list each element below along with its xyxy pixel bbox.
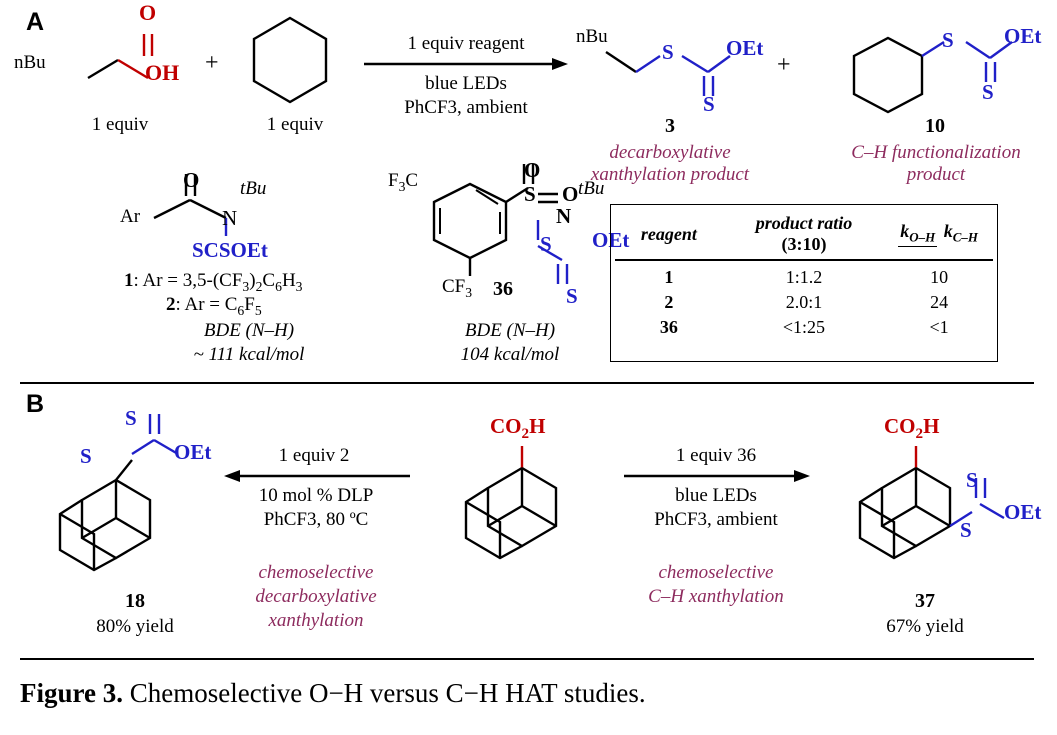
ar-label-reagent: Ar <box>120 206 141 227</box>
figure-caption-text: Chemoselective O−H versus C−H HAT studies. <box>129 678 646 708</box>
right-caption-2: C–H xanthylation <box>648 586 784 607</box>
s-label-p3-2: S <box>703 92 715 116</box>
s-label-p3-1: S <box>662 40 674 64</box>
s-label-18-left: S <box>80 444 92 468</box>
table-cell-k: 24 <box>930 291 949 312</box>
table-cell-reagent: 1 <box>664 266 674 287</box>
product-37-yield: 67% yield <box>886 616 964 637</box>
table-row <box>611 290 997 315</box>
product-37-number: 37 <box>915 590 935 612</box>
right-conditions-line-3: PhCF3, ambient <box>654 509 778 530</box>
left-conditions-line-1: 1 equiv 2 <box>278 445 350 466</box>
reagent-1-definition: 1: $Ar = 3,5-(CF_3)_2C_6H_3$ <box>124 270 303 294</box>
s-label-p10-1: S <box>942 28 954 52</box>
bde-title-right: BDE (N–H) <box>464 320 556 341</box>
panel-a-letter: A <box>26 8 45 36</box>
s-label-r36-2: S <box>566 284 578 308</box>
plus-sign-1: + <box>205 50 219 76</box>
table-divider-row <box>611 257 997 265</box>
sulfonyl-o-top: O <box>524 158 541 182</box>
product-3-caption-2: xanthylation product <box>590 164 750 185</box>
tbu-label-reagent: tBu <box>240 178 267 199</box>
product-18-yield: 80% yield <box>96 616 174 637</box>
right-conditions-line-1: 1 equiv 36 <box>675 445 757 466</box>
co2h-label-37: $CO_2H$ <box>884 414 940 443</box>
product-3-number: 3 <box>665 115 675 137</box>
oet-label-18: OEt <box>174 440 212 464</box>
table-cell-ratio: 2.0:1 <box>785 291 823 312</box>
table-header-row <box>611 211 997 257</box>
table-header-ratio-line1: product ratio <box>755 213 853 233</box>
cf3-bottom-label: $CF_3$ <box>442 276 473 300</box>
product-3-caption-1: decarboxylative <box>609 142 731 163</box>
panel-b-letter: B <box>26 390 45 418</box>
right-caption-1: chemoselective <box>658 562 774 583</box>
table-header-reagent: reagent <box>640 223 697 244</box>
table-row <box>611 265 997 290</box>
table-cell-reagent: 36 <box>659 316 678 337</box>
oet-label-r36: OEt <box>592 228 630 252</box>
left-caption-3: xanthylation <box>268 610 364 631</box>
bde-title-left: BDE (N–H) <box>203 320 295 341</box>
left-conditions-line-3: PhCF3, 80 ºC <box>263 509 369 530</box>
carbonyl-o-reagent: O <box>183 168 200 192</box>
results-table <box>611 211 997 340</box>
figure-caption <box>20 678 1034 709</box>
tbu-label-reagent36: tBu <box>578 178 605 199</box>
nbu-label-product: nBu <box>576 26 608 47</box>
table-header-ratio-line2: (3:10) <box>781 234 827 254</box>
s-label-p10-2: S <box>982 80 994 104</box>
nbu-label-reactant: nBu <box>14 52 46 73</box>
table-row <box>611 315 997 340</box>
product-10-number-value: 10 <box>925 115 945 137</box>
table-cell-ratio: <1:25 <box>782 316 826 337</box>
bde-value-right: 104 kcal/mol <box>460 344 560 365</box>
product-10-caption-2: product <box>906 164 966 185</box>
bde-value-left: ~ 111 kcal/mol <box>193 344 305 365</box>
right-conditions-line-2: blue LEDs <box>675 485 757 506</box>
left-caption-1: chemoselective <box>258 562 374 583</box>
table-header-ratio <box>727 211 881 257</box>
substrate2-equiv: 1 equiv <box>266 114 324 135</box>
table-cell-reagent: 2 <box>664 291 674 312</box>
s-label-r36-1: S <box>540 232 552 256</box>
table-cell-k: 10 <box>930 266 949 287</box>
structure-product-18 <box>46 404 236 594</box>
scsoet-label: SCSOEt <box>192 238 268 262</box>
co2h-label-center: $CO_2H$ <box>490 414 546 443</box>
left-conditions-line-2: 10 mol % DLP <box>258 485 374 506</box>
structure-cyclohexane <box>246 12 346 112</box>
oet-label-p10: OEt <box>1004 24 1042 48</box>
oet-label-p3: OEt <box>726 36 764 60</box>
sulfonyl-s: S <box>524 182 536 206</box>
reagent-2-definition: 2: $Ar = C_6F_5$ <box>166 294 262 318</box>
plus-sign-2: + <box>777 52 791 78</box>
n-label-reagent: N <box>222 206 238 230</box>
structure-product-10 <box>848 16 1028 116</box>
table-cell-k: <1 <box>929 316 949 337</box>
table-cell-ratio: 1:1.2 <box>785 266 823 287</box>
structure-butanoic-acid <box>20 16 210 106</box>
structure-adamantane-acid <box>452 432 612 582</box>
bottom-divider <box>20 658 1034 660</box>
cf3-top-label: $F_3C$ <box>388 170 419 194</box>
sulfonyl-o-right: O <box>562 182 579 206</box>
results-table-box <box>610 204 998 362</box>
reaction-arrow-right <box>624 468 810 484</box>
figure-caption-label: Figure 3. <box>20 678 123 708</box>
panel-divider <box>20 382 1034 384</box>
table-header-k: $k_{O-H}$ $k_{C-H}$ <box>900 221 978 245</box>
carbonyl-o-label: O <box>139 0 157 25</box>
n-label-reagent36: N <box>556 204 572 228</box>
reagent-36-number: 36 <box>493 278 513 300</box>
conditions-line-1: 1 equiv reagent <box>407 33 525 54</box>
s-label-37-bottom: S <box>960 518 972 542</box>
oet-label-37: OEt <box>1004 500 1042 524</box>
reaction-arrow-left <box>224 468 410 484</box>
s-label-18-top: S <box>125 406 137 430</box>
substrate1-equiv: 1 equiv <box>91 114 149 135</box>
left-caption-2: decarboxylative <box>255 586 377 607</box>
s-label-37-top: S <box>966 468 978 492</box>
conditions-line-3: PhCF3, ambient <box>404 97 528 118</box>
conditions-line-2: blue LEDs <box>425 73 507 94</box>
product-10-caption-1: C–H functionalization <box>851 142 1021 163</box>
reaction-arrow-a <box>364 56 570 72</box>
oh-label: OH <box>145 60 180 85</box>
product-18-number: 18 <box>125 590 145 612</box>
